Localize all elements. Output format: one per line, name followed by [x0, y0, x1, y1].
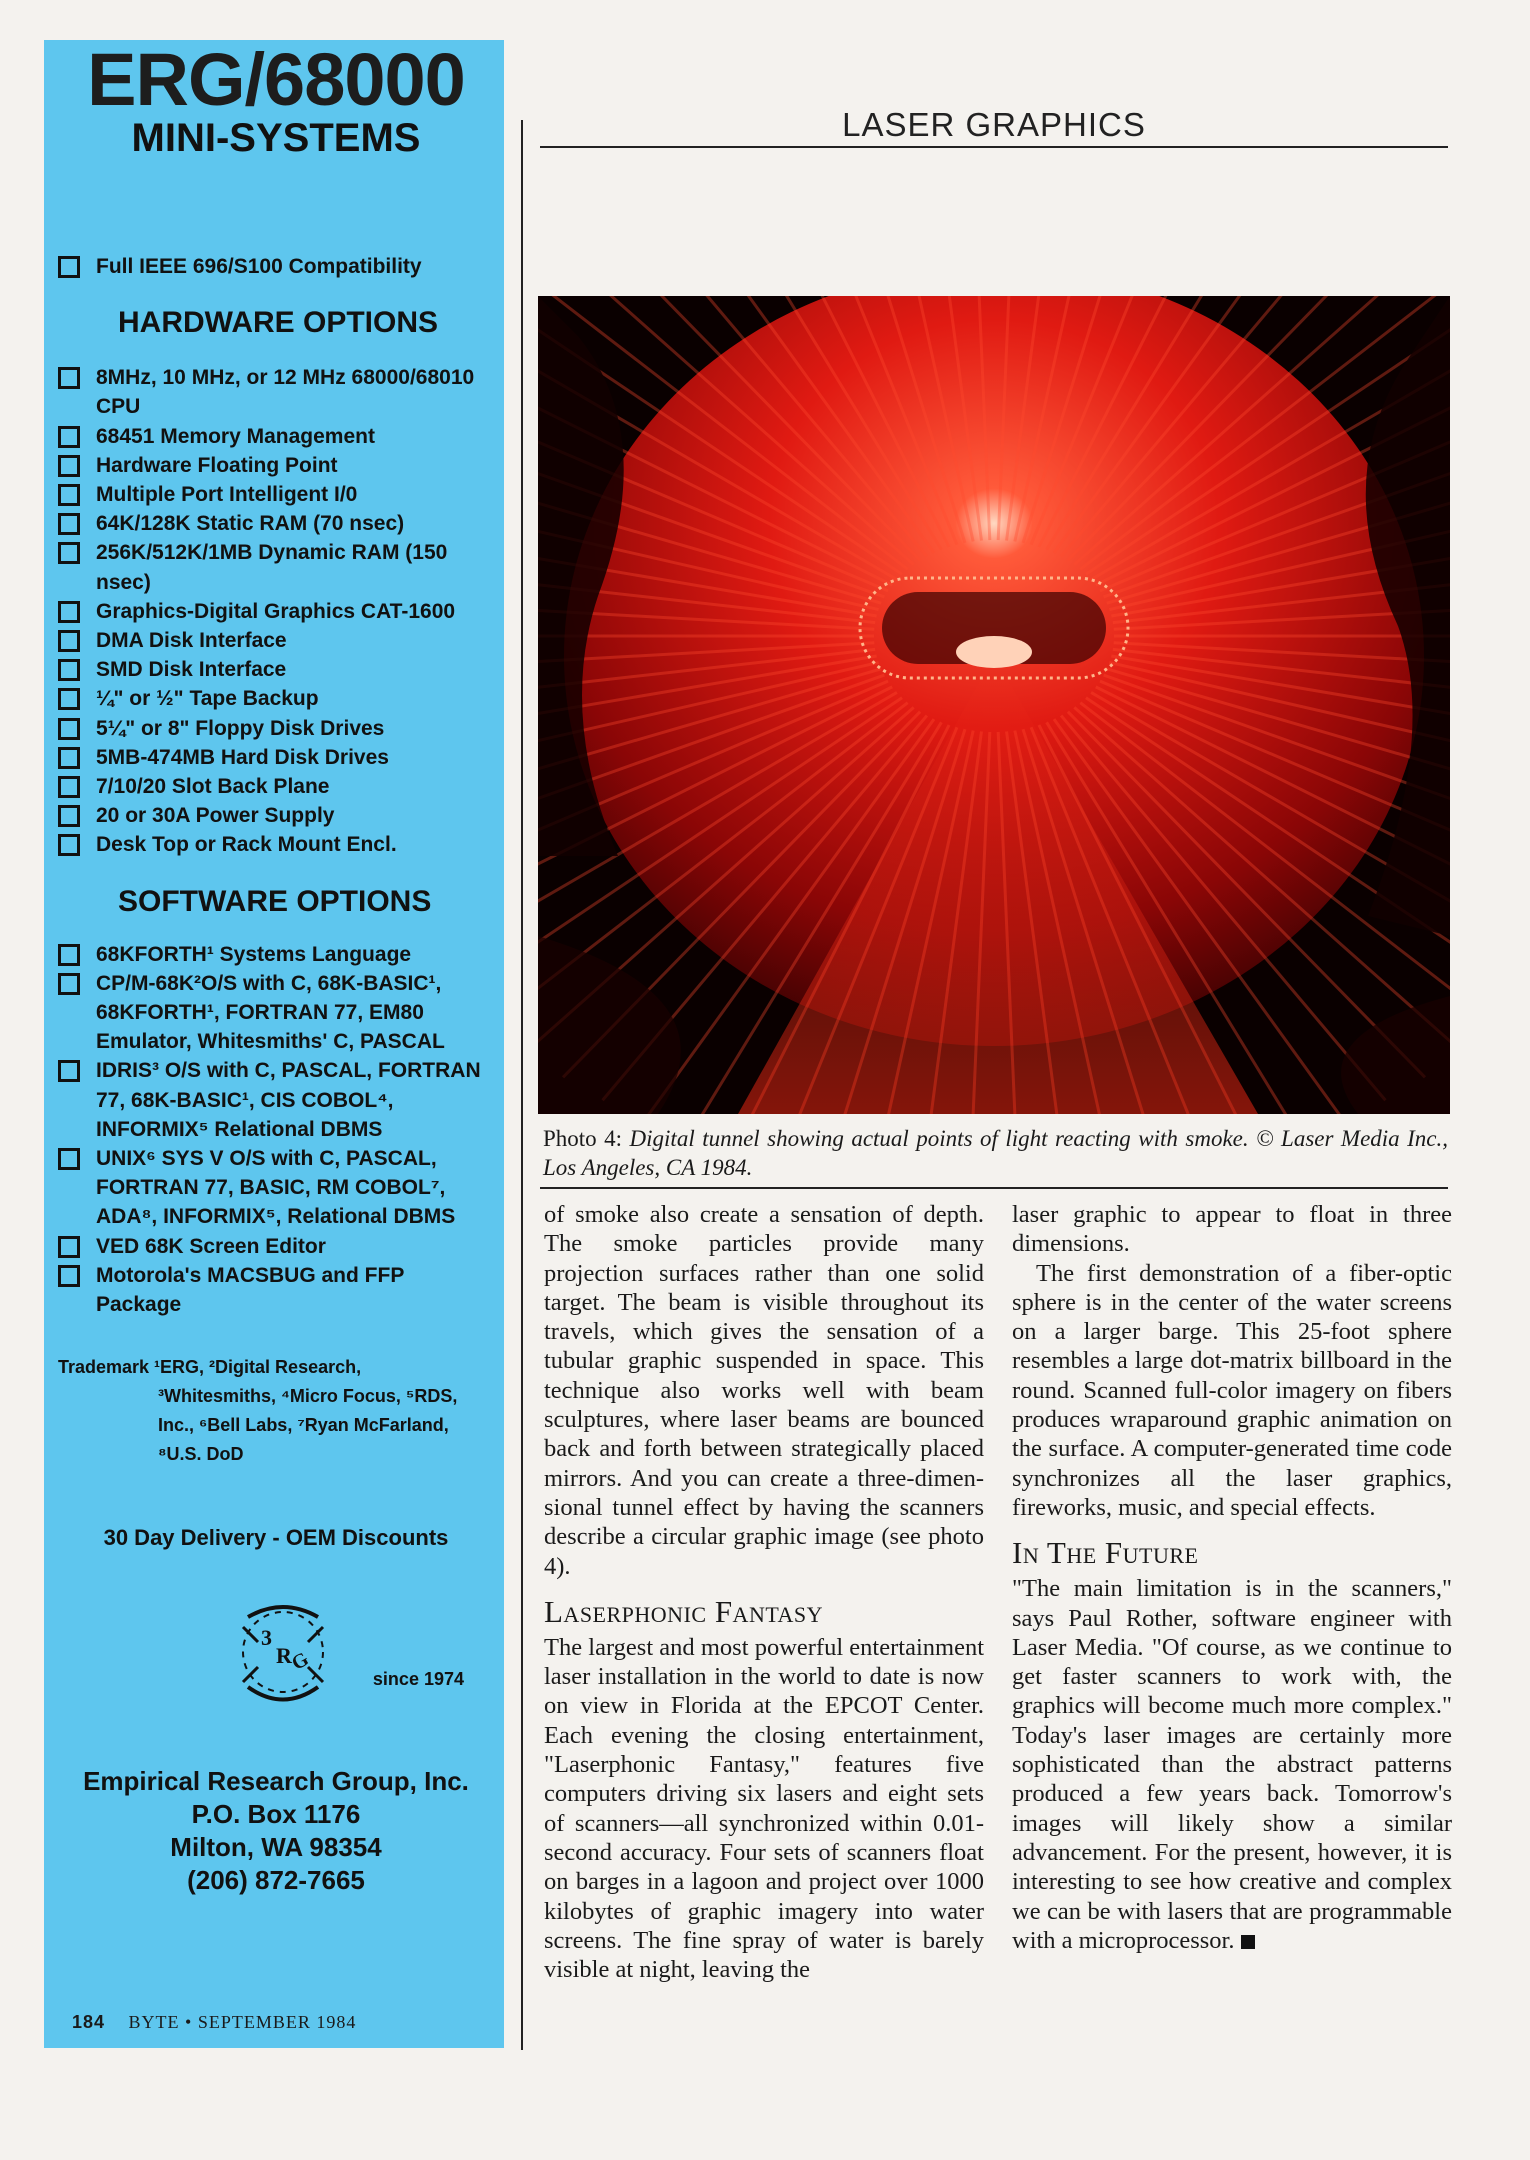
trademark-notice: [58, 1353, 494, 1469]
photo-caption: [543, 1124, 1448, 1182]
checkbox-icon: [58, 256, 80, 278]
ad-subbrand: MINI-SYSTEMS: [131, 116, 421, 160]
hardware-option-item-label: Desk Top or Rack Mount Encl.: [96, 833, 397, 857]
checkbox-icon: [58, 367, 80, 389]
page-footer: [72, 2012, 356, 2033]
ad-item-label: Full IEEE 696/S100 Compatibility: [96, 255, 422, 278]
hardware-option-item: [58, 714, 494, 743]
hardware-option-item: [58, 626, 494, 655]
hardware-option-item: [58, 363, 494, 421]
software-option-item-label: Motorola's MACSBUG and FFP Package: [96, 1263, 404, 1317]
hardware-option-item-label: 20 or 30A Power Supply: [96, 804, 335, 828]
future-text: "The main limitation is in the scanners," says Paul Rother, software engineer with Laser Media. "Of course, as we continue to get faster scanners to work with, the graphics will become much more complex." Today's laser images are certainly more sophisticated than the abstract patterns produced a few years back. Tomorrow's images will likely show a similar advancement. For the present, however, it is interesting to see how creative and complex we can be with lasers that are programmable with a microprocessor.: [1012, 1575, 1452, 1954]
checkbox-icon: [58, 1060, 80, 1082]
checkbox-icon: [58, 944, 80, 966]
checkbox-icon: [58, 659, 80, 681]
software-options-heading: SOFTWARE OPTIONS: [118, 884, 432, 918]
caption-label: Photo 4:: [543, 1126, 623, 1151]
paragraph-float: laser graphic to appear to float in three dimensions.: [1012, 1201, 1452, 1258]
hardware-option-item-label: Multiple Port Intelligent I/0: [96, 483, 358, 507]
hardware-option-item-label: 68451 Memory Management: [96, 424, 375, 448]
checkbox-icon: [58, 1148, 80, 1170]
city-line: Milton, WA 98354: [170, 1832, 382, 1863]
end-mark-icon: [1241, 1935, 1255, 1949]
checkbox-icon: [58, 513, 80, 535]
caption-text: Digital tunnel showing actual points of light reacting with smoke. © Laser Media Inc., Los Angeles, CA 1984.: [543, 1126, 1449, 1180]
heading-laserphonic-fantasy: Laserphonic Fantasy: [544, 1593, 824, 1629]
software-option-item: [58, 1232, 494, 1261]
software-option-item-label: 68KFORTH¹ Systems Language: [96, 942, 412, 966]
logo-row: [58, 1587, 494, 1737]
running-head: LASER GRAPHICS: [842, 106, 1146, 143]
hardware-option-item: [58, 480, 494, 509]
software-option-item: [58, 969, 494, 1057]
publication-line: BYTE • SEPTEMBER 1984: [128, 2012, 357, 2032]
checkbox-icon: [58, 747, 80, 769]
hardware-option-item: [58, 801, 494, 830]
laser-tunnel-photo: [538, 296, 1450, 1114]
checkbox-icon: [58, 718, 80, 740]
hardware-option-item-label: Graphics-Digital Graphics CAT-1600: [96, 599, 456, 623]
hardware-option-item: [58, 538, 494, 596]
checkbox-icon: [58, 1236, 80, 1258]
hardware-option-item-label: SMD Disk Interface: [96, 658, 287, 682]
software-options-list: [58, 940, 494, 1320]
ad-brand-title: ERG/68000: [87, 38, 465, 121]
paragraph-epcot: The largest and most powerful entertainment laser installation in the world to date is now on view in Florida at the EPCOT Center. Each evening the closing entertainment, "Laserphonic Fantasy," features five computers driving six lasers and eight sets of scanners—all synchronized within 0.01-second accuracy. Four sets of scanners float on barges in a lagoon and project over 1000 kilobytes of graphic imagery into water screens. The fine spray of water is barely visible at night, leaving the: [544, 1633, 984, 1984]
company-name: Empirical Research Group, Inc.: [83, 1766, 469, 1797]
checkbox-icon: [58, 484, 80, 506]
checkbox-icon: [58, 805, 80, 827]
since-year: since 1974: [372, 1669, 464, 1690]
hardware-options-heading: HARDWARE OPTIONS: [118, 306, 439, 340]
software-option-item: [58, 940, 494, 969]
paragraph-fiber-optic: The first demonstration of a fiber-optic sphere is in the center of the water screens on a larger barge. This 25-foot sphere resembles a large dot-matrix billboard in the round. Scanned full-color imagery on fibers produces wraparound graphic animation on the surface. A computer-generated time code synchronizes all the laser graphics, fireworks, music, and special effects.: [1012, 1259, 1452, 1521]
software-option-item-label: UNIX⁶ SYS V O/S with C, PASCAL, FORTRAN 77, BASIC, RM COBOL⁷, ADA⁸, INFORMIX⁵, Relational DBMS: [96, 1147, 456, 1229]
erg-advertisement: [44, 40, 504, 2048]
checkbox-icon: [58, 1265, 80, 1287]
hardware-option-item: [58, 509, 494, 538]
hardware-option-item-label: ¼" or ½" Tape Backup: [96, 687, 319, 711]
checkbox-icon: [58, 834, 80, 856]
header-rule: [540, 146, 1448, 148]
svg-text:G: G: [288, 1648, 313, 1676]
hardware-option-item: [58, 655, 494, 684]
hardware-option-item: [58, 684, 494, 713]
software-option-item-label: IDRIS³ O/S with C, PASCAL, FORTRAN 77, 68K-BASIC¹, CIS COBOL⁴, INFORMIX⁵ Relational DBMS: [96, 1059, 481, 1141]
hardware-options-list: [58, 363, 494, 859]
software-option-item-label: VED 68K Screen Editor: [96, 1234, 326, 1258]
checkbox-icon: [58, 630, 80, 652]
article-column-1: [544, 1200, 984, 1984]
article-column-2: [1012, 1200, 1452, 1955]
caption-rule: [540, 1187, 1448, 1189]
delivery-note: 30 Day Delivery - OEM Discounts: [103, 1525, 449, 1551]
checkbox-icon: [58, 426, 80, 448]
hardware-option-item-label: 8MHz, 10 MHz, or 12 MHz 68000/68010 CPU: [96, 366, 475, 419]
svg-text:3: 3: [261, 1625, 272, 1651]
checkbox-icon: [58, 542, 80, 564]
paragraph-smoke: of smoke also create a sensation of depth. The smoke particles provide many projection surfaces rather than one solid target. The beam is visible throughout its travels, which gives the sensation of a tubular graphic suspended in space. This technique also works well with beam sculptures, where laser beams are bounced back and forth between strategically placed mirrors. And you can create a three-dimensional tunnel effect by having the scanners describe a circular graphic image (see photo 4).: [544, 1201, 984, 1580]
hardware-option-item: [58, 830, 494, 859]
hardware-option-item-label: 256K/512K/1MB Dynamic RAM (150 nsec): [96, 541, 448, 594]
hardware-option-item: [58, 451, 494, 480]
hardware-option-item-label: 7/10/20 Slot Back Plane: [96, 775, 330, 799]
erg-logo-icon: [228, 1587, 338, 1717]
checkbox-icon: [58, 776, 80, 798]
hardware-option-item-label: 64K/128K Static RAM (70 nsec): [96, 512, 405, 536]
software-option-item: [58, 1261, 494, 1319]
phone-number: (206) 872-7665: [187, 1865, 365, 1896]
software-option-item: [58, 1056, 494, 1144]
software-option-item-label: CP/M-68K²O/S with C, 68K-BASIC¹, 68KFORTH¹, FORTRAN 77, EM80 Emulator, Whitesmiths' C, PASCAL: [96, 971, 445, 1054]
checkbox-icon: [58, 973, 80, 995]
paragraph-future: [1012, 1574, 1452, 1955]
hardware-option-item: [58, 422, 494, 451]
hardware-option-item: [58, 597, 494, 626]
hardware-option-item-label: 5¼" or 8" Floppy Disk Drives: [96, 716, 385, 740]
company-address: [58, 1765, 494, 1897]
column-divider: [521, 120, 523, 2050]
hardware-option-item-label: Hardware Floating Point: [96, 453, 338, 477]
hardware-option-item: [58, 743, 494, 772]
trademark-line-first: Trademark ¹ERG, ²Digital Research,: [58, 1357, 362, 1378]
checkbox-icon: [58, 688, 80, 710]
page-number: 184: [72, 2012, 106, 2032]
hardware-option-item-label: DMA Disk Interface: [96, 629, 287, 653]
trademark-line-rest: ³Whitesmiths, ⁴Micro Focus, ⁵RDS, Inc., ⁶Bell Labs, ⁷Ryan McFarland, ⁸U.S. DoD: [158, 1386, 458, 1465]
hardware-option-item-label: 5MB-474MB Hard Disk Drives: [96, 745, 389, 769]
svg-text:R: R: [276, 1643, 292, 1669]
po-box: P.O. Box 1176: [191, 1799, 361, 1830]
checkbox-icon: [58, 601, 80, 623]
hardware-option-item: [58, 772, 494, 801]
checkbox-icon: [58, 455, 80, 477]
ad-compat-item: [58, 252, 494, 281]
laser-tunnel-image: [538, 296, 1450, 1114]
heading-in-the-future: In The Future: [1012, 1535, 1199, 1571]
software-option-item: [58, 1144, 494, 1232]
